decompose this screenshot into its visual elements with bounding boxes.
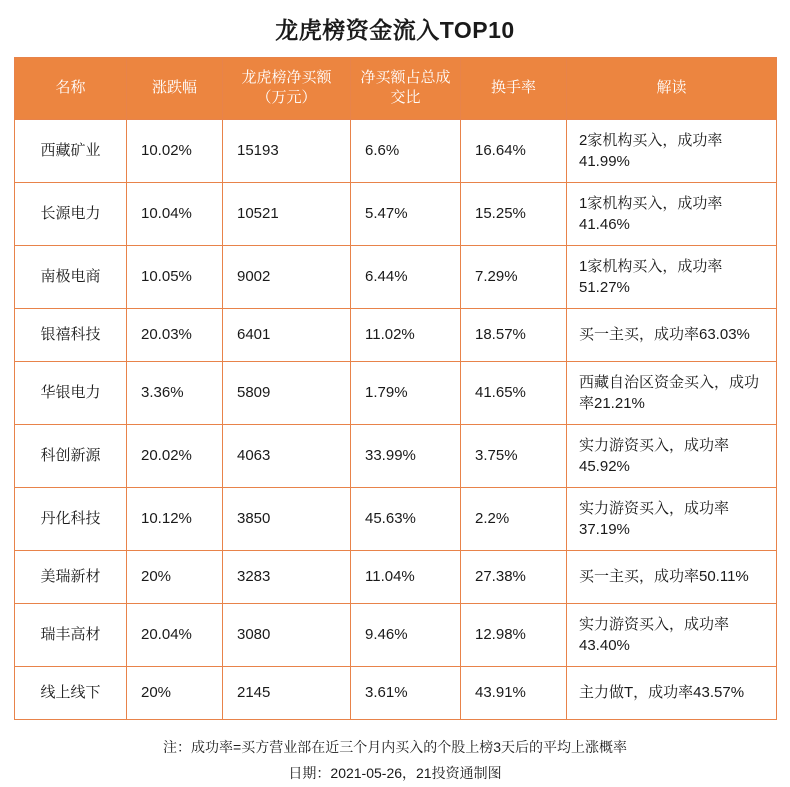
cell-ratio: 11.02% [351,308,461,361]
cell-ratio: 3.61% [351,666,461,719]
page-title: 龙虎榜资金流入TOP10 [275,17,515,43]
table-row [15,487,777,550]
longhu-ranking-table [14,57,777,720]
footer [14,734,776,787]
cell-turnover: 27.38% [461,550,567,603]
table-header-row [15,58,777,120]
cell-change: 3.36% [127,361,223,424]
cell-name: 长源电力 [15,182,127,245]
cell-change: 20% [127,666,223,719]
table-row [15,361,777,424]
cell-net-buy: 3283 [223,550,351,603]
cell-turnover: 43.91% [461,666,567,719]
cell-turnover: 16.64% [461,119,567,182]
cell-ratio: 5.47% [351,182,461,245]
table-row [15,603,777,666]
column-header-ratio: 净买额占总成交比 [351,58,461,120]
cell-note: 1家机构买入，成功率51.27% [567,245,777,308]
table-row [15,424,777,487]
cell-note: 买一主买，成功率63.03% [567,308,777,361]
cell-note: 2家机构买入，成功率41.99% [567,119,777,182]
table-row [15,182,777,245]
footer-source: 日期：2021-05-26，21投资通制图 [288,765,502,782]
cell-ratio: 1.79% [351,361,461,424]
cell-ratio: 6.6% [351,119,461,182]
cell-change: 10.05% [127,245,223,308]
cell-name: 西藏矿业 [15,119,127,182]
cell-name: 科创新源 [15,424,127,487]
cell-net-buy: 9002 [223,245,351,308]
cell-turnover: 2.2% [461,487,567,550]
cell-name: 丹化科技 [15,487,127,550]
column-header-change: 涨跌幅 [127,58,223,120]
cell-turnover: 18.57% [461,308,567,361]
table-row [15,119,777,182]
cell-net-buy: 4063 [223,424,351,487]
cell-note: 1家机构买入，成功率41.46% [567,182,777,245]
column-header-name: 名称 [15,58,127,120]
cell-name: 银禧科技 [15,308,127,361]
cell-note: 主力做T，成功率43.57% [567,666,777,719]
table-row [15,666,777,719]
cell-net-buy: 15193 [223,119,351,182]
cell-change: 20% [127,550,223,603]
cell-net-buy: 3850 [223,487,351,550]
table-header [15,58,777,120]
cell-net-buy: 5809 [223,361,351,424]
column-header-turnover: 换手率 [461,58,567,120]
footer-note: 注：成功率=买方营业部在近三个月内买入的个股上榜3天后的平均上涨概率 [163,738,627,755]
cell-change: 10.12% [127,487,223,550]
cell-note: 买一主买，成功率50.11% [567,550,777,603]
cell-change: 10.04% [127,182,223,245]
cell-note: 实力游资买入，成功率37.19% [567,487,777,550]
cell-turnover: 41.65% [461,361,567,424]
cell-change: 20.03% [127,308,223,361]
cell-net-buy: 10521 [223,182,351,245]
cell-change: 10.02% [127,119,223,182]
column-header-note: 解读 [567,58,777,120]
table-row [15,308,777,361]
cell-ratio: 45.63% [351,487,461,550]
cell-name: 线上线下 [15,666,127,719]
table-row [15,550,777,603]
cell-net-buy: 3080 [223,603,351,666]
cell-note: 西藏自治区资金买入，成功率21.21% [567,361,777,424]
cell-name: 美瑞新材 [15,550,127,603]
cell-turnover: 12.98% [461,603,567,666]
cell-turnover: 7.29% [461,245,567,308]
table-row [15,245,777,308]
cell-note: 实力游资买入，成功率43.40% [567,603,777,666]
cell-change: 20.02% [127,424,223,487]
cell-ratio: 11.04% [351,550,461,603]
cell-ratio: 33.99% [351,424,461,487]
cell-name: 瑞丰高材 [15,603,127,666]
column-header-net-buy: 龙虎榜净买额（万元） [223,58,351,120]
cell-turnover: 3.75% [461,424,567,487]
cell-ratio: 9.46% [351,603,461,666]
cell-change: 20.04% [127,603,223,666]
cell-name: 南极电商 [15,245,127,308]
cell-net-buy: 6401 [223,308,351,361]
cell-note: 实力游资买入，成功率45.92% [567,424,777,487]
cell-name: 华银电力 [15,361,127,424]
cell-turnover: 15.25% [461,182,567,245]
cell-ratio: 6.44% [351,245,461,308]
cell-net-buy: 2145 [223,666,351,719]
table-body [15,119,777,719]
